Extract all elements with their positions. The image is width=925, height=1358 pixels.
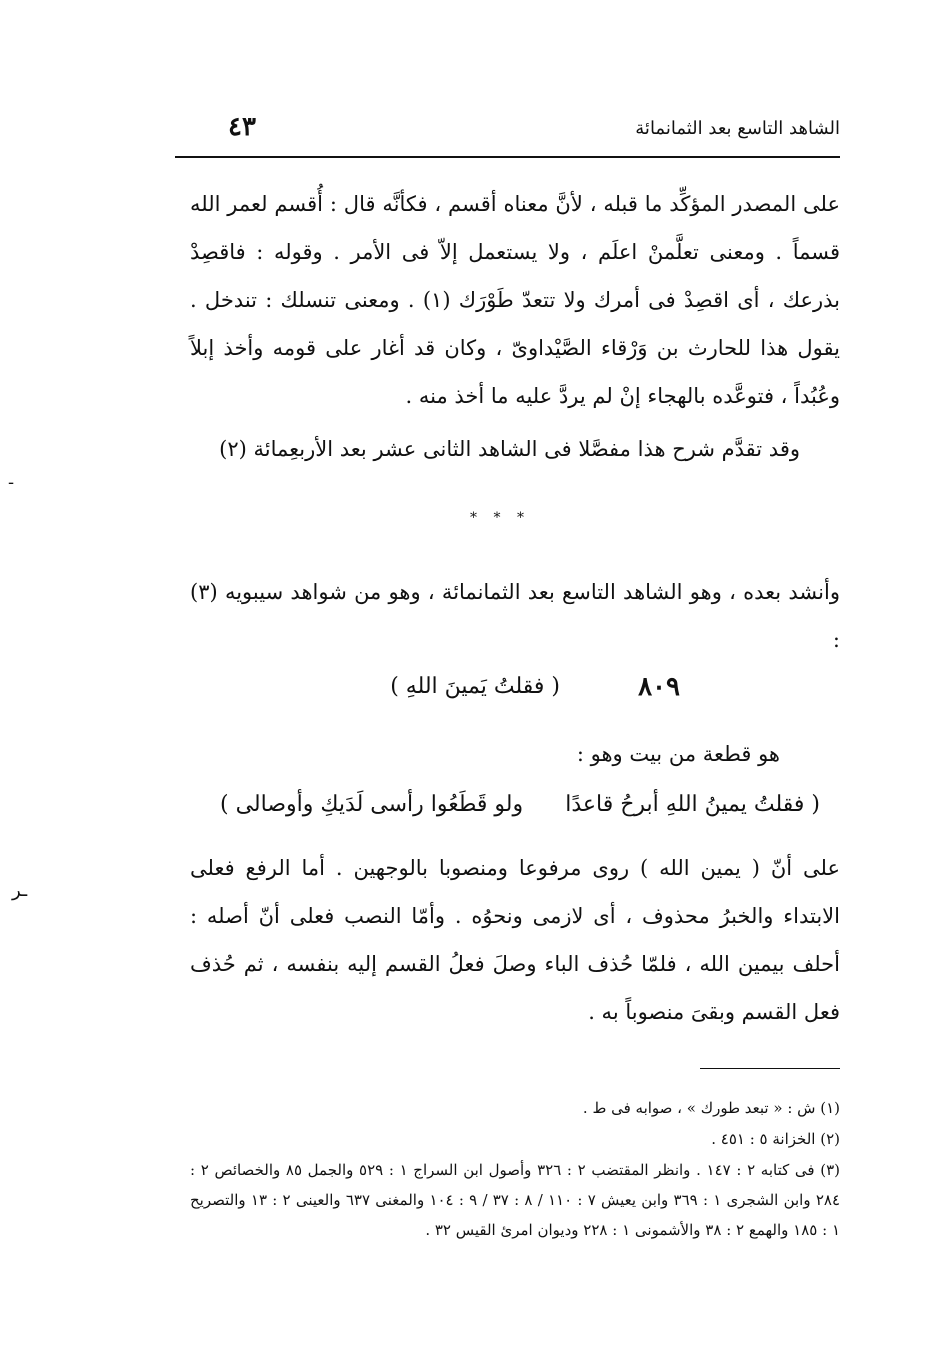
paragraph-4: هو قطعة من بيت وهو : — [576, 742, 780, 766]
verse-line — [220, 792, 820, 836]
margin-mark-2: ـر — [12, 880, 28, 901]
page-header — [220, 112, 840, 148]
page-number: ٤٣ — [228, 112, 256, 142]
footnote-3: (٣) فى كتابه ٢ : ١٤٧ . وانظر المقتضب ٢ : ٣٢٦ وأصول ابن السراج ١ : ٥٢٩ والجمل ٨٥ والخصائص ٢ : ٢٨٤ وابن الشجرى ١ : ٣٦٩ وابن يعيش ٧ : ١١٠ / ٨ : ٣٧ / ٩ : ١٠٤ والمغنى ٦٣٧ والعينى ٢ : ١٣ والتصريح ١ : ١٨٥ والهمع ٢ : ٣٨ والأشمونى ١ : ٢٢٨ وديوان امرئ القيس ٣٢ . — [190, 1161, 841, 1239]
section-separator: * * * — [470, 510, 530, 526]
running-title: الشاهد التاسع بعد الثمانمائة — [635, 118, 840, 139]
verse-number: ٨٠٩ — [638, 672, 680, 702]
verse-second-hemistich: ولو قَطَعُوا رأسى لَدَيكِ وأوصالى ) — [220, 792, 524, 817]
paragraph-5: على أنّ ( يمين الله ) روى مرفوعا ومنصوبا بالوجهين . أما الرفع فعلى الابتداء والخبرُ محذوف ، أى لازمى ونحوُه . وأمّا النصب فعلى أنّ أصله : أحلف بيمين الله ، فلمّا حُذف الباء وصلَ فعلُ القسم إليه بنفسه ، ثم حُذف فعل القسم وبقىَ منصوباً به . — [190, 856, 840, 1024]
footnote-1: (١) ش : « تبعد طورك » ، صوابه فى ط . — [582, 1099, 840, 1117]
paragraph-1: على المصدر المؤكِّد ما قبله ، لأنَّ معناه أقسم ، فكأنَّه قال : أُقسم لعمر الله قسماً . ومعنى تعلَّمنْ اعلَم ، ولا يستعمل إلاّ فى الأمر . وقوله : فاقصِدْ بذرعك ، أى اقصِدْ فى أمرك ولا تتعدّ طَوْرَك (١) . ومعنى تنسلك : تندخل . يقول هذا للحارث بن وَرْقاء الصَّيْداوىّ ، وكان قد أغار على قومه وأخذ إبلاً وعُبُداً ، فتوعَّده بالهجاء إنْ لم يردَّ عليه ما أخذ منه . — [190, 192, 841, 408]
footnote-2: (٢) الخزانة ٥ : ٤٥١ . — [711, 1130, 840, 1148]
footnote-rule — [700, 1068, 840, 1069]
header-rule — [175, 156, 840, 158]
paragraph-3: وأنشد بعده ، وهو الشاهد التاسع بعد الثمانمائة ، وهو من شواهد سيبويه (٣) : — [190, 580, 840, 652]
margin-mark-1: - — [8, 472, 15, 493]
verse-heading-text: ( فقلتُ يَمينَ اللهِ ) — [390, 674, 560, 699]
paragraph-2: وقد تقدَّم شرح هذا مفصَّلا فى الشاهد الثانى عشر بعد الأربعِمائة (٢) — [219, 437, 800, 461]
verse-first-hemistich: ( فقلتُ يمينُ اللهِ أبرحُ قاعدًا — [565, 792, 820, 817]
verse-heading — [340, 672, 680, 718]
